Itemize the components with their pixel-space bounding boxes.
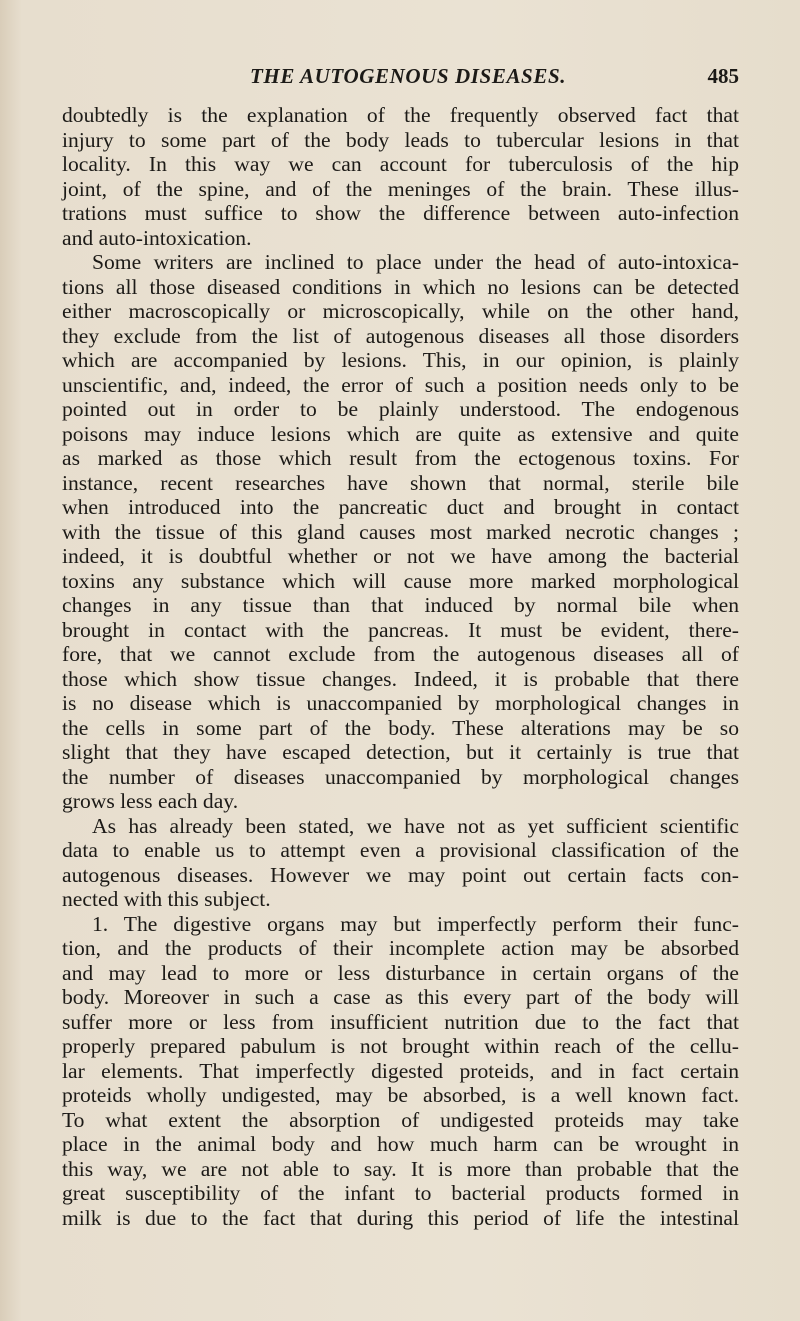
body-text (62, 103, 739, 1230)
page-number: 485 (707, 64, 739, 88)
text-line: instance, recent researches have shown that normal, sterile bile (62, 470, 739, 495)
text-line: and auto-intoxication. (62, 225, 252, 250)
text-line: injury to some part of the body leads to tubercular lesions in that (62, 127, 739, 152)
text-line: lar elements. That imperfectly digested proteids, and in fact certain (62, 1058, 739, 1083)
text-line: trations must suffice to show the difference between auto-infection (62, 201, 739, 225)
text-line: brought in contact with the pancreas. It must be evident, there- (62, 617, 739, 642)
text-line: changes in any tissue than that induced by normal bile when (62, 593, 739, 617)
text-line: As has already been stated, we have not as yet sufficient scientific (92, 813, 739, 838)
text-line: slight that they have escaped detection, but it certainly is true that (62, 740, 739, 764)
text-line: toxins any substance which will cause more marked morphological (62, 568, 739, 593)
text-line: fore, that we cannot exclude from the autogenous diseases all of (62, 642, 739, 666)
text-line: doubtedly is the explanation of the frequently observed fact that (62, 103, 739, 127)
text-line: tions all those diseased conditions in which no lesions can be detected (62, 274, 739, 299)
text-line: properly prepared pabulum is not brought within reach of the cellu- (62, 1034, 739, 1058)
text-line: locality. In this way we can account for tuberculosis of the hip (62, 152, 739, 176)
text-line: great susceptibility of the infant to bacterial products formed in (62, 1181, 739, 1205)
text-line: is no disease which is unaccompanied by morphological changes in (62, 691, 739, 715)
text-line: as marked as those which result from the ectogenous toxins. For (62, 446, 739, 470)
text-line: joint, of the spine, and of the meninges of the brain. These illus- (62, 176, 739, 201)
text-line: with the tissue of this gland causes most marked necrotic changes ; (62, 519, 739, 544)
text-line: the cells in some part of the body. These alterations may be so (62, 715, 739, 740)
text-line: To what extent the absorption of undigested proteids may take (62, 1107, 739, 1132)
text-line: autogenous diseases. However we may point out certain facts con- (62, 862, 739, 887)
running-head: THE AUTOGENOUS DISEASES. (250, 64, 567, 88)
text-line: Some writers are inclined to place under the head of auto-intoxica- (92, 250, 739, 274)
text-line: proteids wholly undigested, may be absorbed, is a well known fact. (62, 1083, 739, 1107)
text-line: those which show tissue changes. Indeed, it is probable that there (62, 666, 739, 691)
text-line: nected with this subject. (62, 887, 271, 911)
text-line: when introduced into the pancreatic duct and brought in contact (62, 495, 739, 519)
text-line: they exclude from the list of autogenous diseases all those disorders (62, 323, 739, 348)
text-line: place in the animal body and how much harm can be wrought in (62, 1132, 739, 1156)
text-line: which are accompanied by lesions. This, in our opinion, is plainly (62, 348, 739, 372)
text-line: unscientific, and, indeed, the error of such a position needs only to be (62, 372, 739, 397)
text-line: indeed, it is doubtful whether or not we have among the bacterial (62, 544, 739, 568)
text-line: suffer more or less from insufficient nutrition due to the fact that (62, 1009, 739, 1034)
page-header (62, 64, 739, 94)
text-line: either macroscopically or microscopically, while on the other hand, (62, 299, 739, 323)
text-line: pointed out in order to be plainly understood. The endogenous (62, 397, 739, 421)
text-line: data to enable us to attempt even a provisional classification of the (62, 838, 739, 862)
text-line: body. Moreover in such a case as this every part of the body will (62, 985, 739, 1009)
text-line: this way, we are not able to say. It is more than probable that the (62, 1156, 739, 1181)
text-line: grows less each day. (62, 789, 239, 813)
text-line: the number of diseases unaccompanied by morphological changes (62, 764, 739, 789)
text-line: 1. The digestive organs may but imperfectly perform their func- (92, 911, 739, 936)
text-line: and may lead to more or less disturbance in certain organs of the (62, 960, 739, 985)
text-line: poisons may induce lesions which are quite as extensive and quite (62, 421, 739, 446)
text-line: tion, and the products of their incomplete action may be absorbed (62, 936, 739, 960)
text-line: milk is due to the fact that during this period of life the intestinal (62, 1205, 739, 1230)
